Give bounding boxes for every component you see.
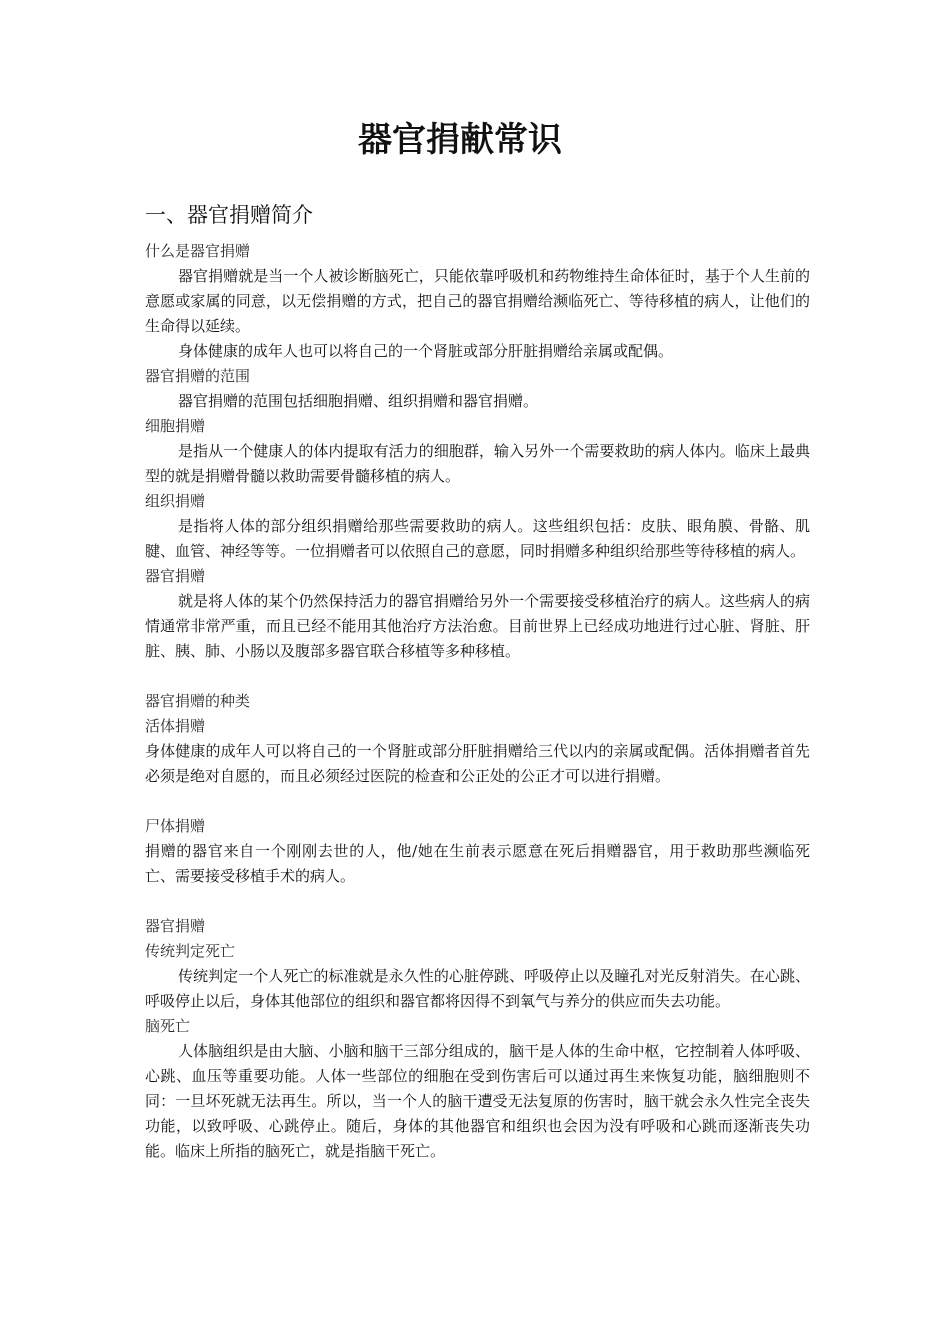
paragraph: 是指将人体的部分组织捐赠给那些需要救助的病人。这些组织包括：皮肤、眼角膜、骨骼、肌腱、血管、神经等等。一位捐赠者可以依照自己的意愿，同时捐赠多种组织给那些等待移植的病人。 bbox=[145, 517, 810, 560]
paragraph: 器官捐赠的范围包括细胞捐赠、组织捐赠和器官捐赠。 bbox=[178, 392, 539, 410]
paragraph: 器官捐赠就是当一个人被诊断脑死亡，只能依靠呼吸机和药物维持生命体征时，基于个人生前的意愿或家属的同意，以无偿捐赠的方式，把自己的器官捐赠给濒临死亡、等待移植的病人，让他们的生命得以延续。 bbox=[145, 267, 810, 335]
subheading: 器官捐赠的范围 bbox=[145, 367, 251, 385]
paragraph: 身体健康的成年人也可以将自己的一个肾脏或部分肝脏捐赠给亲属或配偶。 bbox=[178, 342, 674, 360]
blank-line bbox=[145, 664, 810, 689]
subheading: 活体捐赠 bbox=[145, 717, 206, 735]
paragraph: 是指从一个健康人的体内提取有活力的细胞群，输入另外一个需要救助的病人体内。临床上最典型的就是捐赠骨髓以救助需要骨髓移植的病人。 bbox=[145, 442, 810, 485]
subheading: 尸体捐赠 bbox=[145, 817, 206, 835]
paragraph: 人体脑组织是由大脑、小脑和脑干三部分组成的，脑干是人体的生命中枢，它控制着人体呼吸、心跳、血压等重要功能。人体一些部位的细胞在受到伤害后可以通过再生来恢复功能，脑细胞则不同：一旦坏死就无法再生。所以，当一个人的脑干遭受无法复原的伤害时，脑干就会永久性完全丧失功能，以致呼吸、心跳停止。随后，身体的其他器官和组织也会因为没有呼吸和心跳而逐渐丧失功能。临床上所指的脑死亡，就是指脑干死亡。 bbox=[145, 1042, 810, 1160]
subheading: 器官捐赠 bbox=[145, 917, 206, 935]
subheading: 器官捐赠的种类 bbox=[145, 692, 251, 710]
document-body bbox=[145, 239, 810, 1164]
section-heading: 一、器官捐赠简介 bbox=[145, 203, 313, 227]
paragraph: 就是将人体的某个仍然保持活力的器官捐赠给另外一个需要接受移植治疗的病人。这些病人的病情通常非常严重，而且已经不能用其他治疗方法治愈。目前世界上已经成功地进行过心脏、肾脏、肝脏、胰、肺、小肠以及腹部多器官联合移植等多种移植。 bbox=[145, 592, 810, 660]
subheading: 脑死亡 bbox=[145, 1017, 191, 1035]
page-title: 器官捐献常识 bbox=[358, 120, 562, 160]
subheading: 器官捐赠 bbox=[145, 567, 206, 585]
paragraph: 捐赠的器官来自一个刚刚去世的人，他/她在生前表示愿意在死后捐赠器官，用于救助那些濒临死亡、需要接受移植手术的病人。 bbox=[145, 842, 810, 885]
blank-line bbox=[145, 789, 810, 814]
subheading: 组织捐赠 bbox=[145, 492, 206, 510]
paragraph: 传统判定一个人死亡的标准就是永久性的心脏停跳、呼吸停止以及瞳孔对光反射消失。在心跳、呼吸停止以后，身体其他部位的组织和器官都将因得不到氧气与养分的供应而失去功能。 bbox=[145, 967, 810, 1010]
subheading: 传统判定死亡 bbox=[145, 942, 236, 960]
subheading: 什么是器官捐赠 bbox=[145, 242, 251, 260]
paragraph: 身体健康的成年人可以将自己的一个肾脏或部分肝脏捐赠给三代以内的亲属或配偶。活体捐赠者首先必须是绝对自愿的，而且必须经过医院的检查和公正处的公正才可以进行捐赠。 bbox=[145, 742, 810, 785]
subheading: 细胞捐赠 bbox=[145, 417, 206, 435]
blank-line bbox=[145, 889, 810, 914]
